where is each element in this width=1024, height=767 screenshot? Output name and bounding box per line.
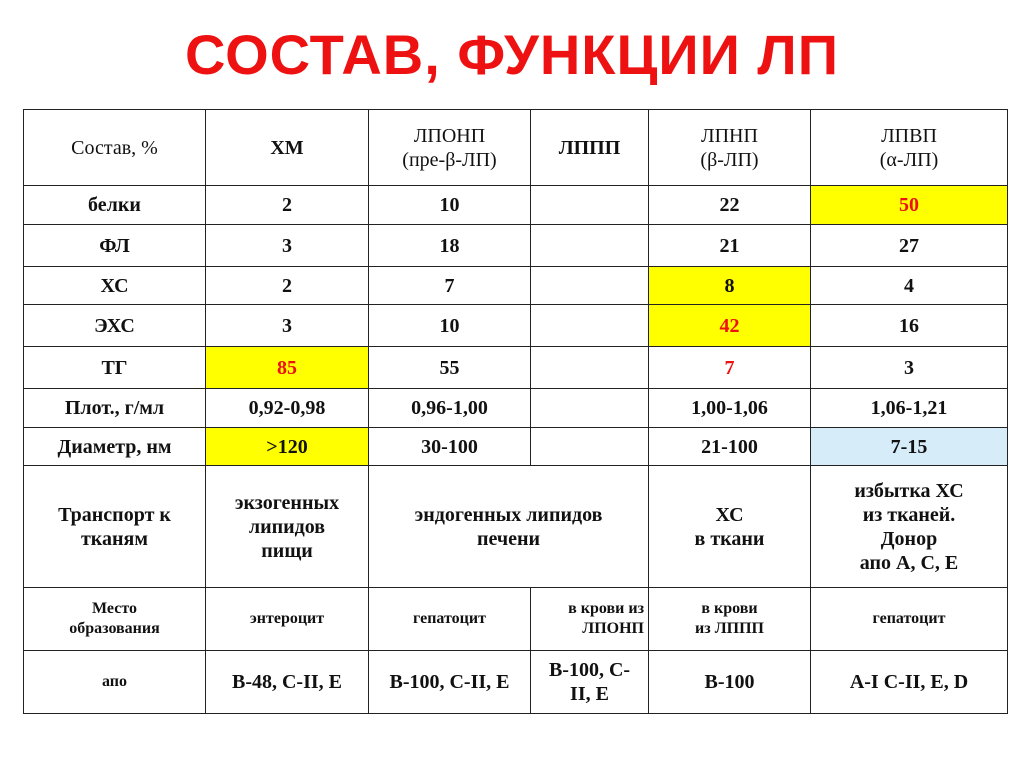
row-label: ХС: [24, 267, 206, 305]
table-row: [24, 389, 1008, 428]
apo-cell: B-100: [649, 651, 811, 714]
table-cell: 3: [206, 305, 369, 347]
table-cell: 30-100: [369, 428, 531, 466]
table-cell: 4: [811, 267, 1008, 305]
row-label: Диаметр, нм: [24, 428, 206, 466]
table-row: [24, 347, 1008, 389]
origin-cell: гепатоцит: [811, 588, 1008, 651]
table-cell: 18: [369, 225, 531, 267]
table-row: [24, 225, 1008, 267]
table-cell: 21: [649, 225, 811, 267]
table-cell: 2: [206, 186, 369, 225]
transport-row: [24, 466, 1008, 588]
header-idl: ЛППП: [531, 110, 649, 186]
apo-cell: B-100, C-II, E: [369, 651, 531, 714]
highlighted-cell: >120: [206, 428, 369, 466]
transport-ldl: ХС в ткани: [649, 466, 811, 588]
apo-row: [24, 651, 1008, 714]
table-cell: 16: [811, 305, 1008, 347]
transport-hm: экзогенных липидов пищи: [206, 466, 369, 588]
header-hdl: ЛПВП (α-ЛП): [811, 110, 1008, 186]
apo-label: апо: [24, 651, 206, 714]
lipoprotein-table: [23, 109, 1008, 714]
table-cell: 1,00-1,06: [649, 389, 811, 428]
table-cell: 2: [206, 267, 369, 305]
transport-label: Транспорт к тканям: [24, 466, 206, 588]
table-cell: [531, 267, 649, 305]
table-row: [24, 305, 1008, 347]
transport-endogenous: эндогенных липидов печени: [369, 466, 649, 588]
table-cell: 3: [811, 347, 1008, 389]
row-label: ЭХС: [24, 305, 206, 347]
table-cell: 10: [369, 186, 531, 225]
table-cell: 10: [369, 305, 531, 347]
table-cell: [531, 389, 649, 428]
header-ldl: ЛПНП (β-ЛП): [649, 110, 811, 186]
table-row: [24, 186, 1008, 225]
transport-hdl: избытка ХС из тканей. Донор апо А, С, Е: [811, 466, 1008, 588]
row-label: Плот., г/мл: [24, 389, 206, 428]
highlighted-cell: 50: [811, 186, 1008, 225]
table-cell: 0,96-1,00: [369, 389, 531, 428]
table-cell: [531, 347, 649, 389]
table-cell: [531, 186, 649, 225]
origin-cell: в крови из ЛПОНП: [531, 588, 649, 651]
origin-label: Место образования: [24, 588, 206, 651]
row-label: белки: [24, 186, 206, 225]
row-label: ФЛ: [24, 225, 206, 267]
table-row: [24, 428, 1008, 466]
apo-cell: B-100, C- II, E: [531, 651, 649, 714]
header-vldl: ЛПОНП (пре-β-ЛП): [369, 110, 531, 186]
table-cell: 7: [369, 267, 531, 305]
table-cell: [531, 225, 649, 267]
highlighted-cell: 42: [649, 305, 811, 347]
highlighted-cell: 8: [649, 267, 811, 305]
table-header-row: [24, 110, 1008, 186]
apo-cell: A-I C-II, E, D: [811, 651, 1008, 714]
table-cell: 1,06-1,21: [811, 389, 1008, 428]
table-cell: 0,92-0,98: [206, 389, 369, 428]
table-cell: 3: [206, 225, 369, 267]
header-label: Состав, %: [24, 110, 206, 186]
table-cell: 22: [649, 186, 811, 225]
highlighted-cell: 7-15: [811, 428, 1008, 466]
highlighted-cell: 85: [206, 347, 369, 389]
origin-cell: энтероцит: [206, 588, 369, 651]
origin-row: [24, 588, 1008, 651]
row-label: ТГ: [24, 347, 206, 389]
emphasized-cell: 7: [649, 347, 811, 389]
table-cell: [531, 428, 649, 466]
origin-cell: в крови из ЛППП: [649, 588, 811, 651]
header-hm: ХМ: [206, 110, 369, 186]
table-cell: [531, 305, 649, 347]
table-cell: 21-100: [649, 428, 811, 466]
table-cell: 55: [369, 347, 531, 389]
origin-cell: гепатоцит: [369, 588, 531, 651]
slide-title: СОСТАВ, ФУНКЦИИ ЛП: [185, 23, 839, 86]
table-cell: 27: [811, 225, 1008, 267]
apo-cell: B-48, C-II, E: [206, 651, 369, 714]
table-row: [24, 267, 1008, 305]
